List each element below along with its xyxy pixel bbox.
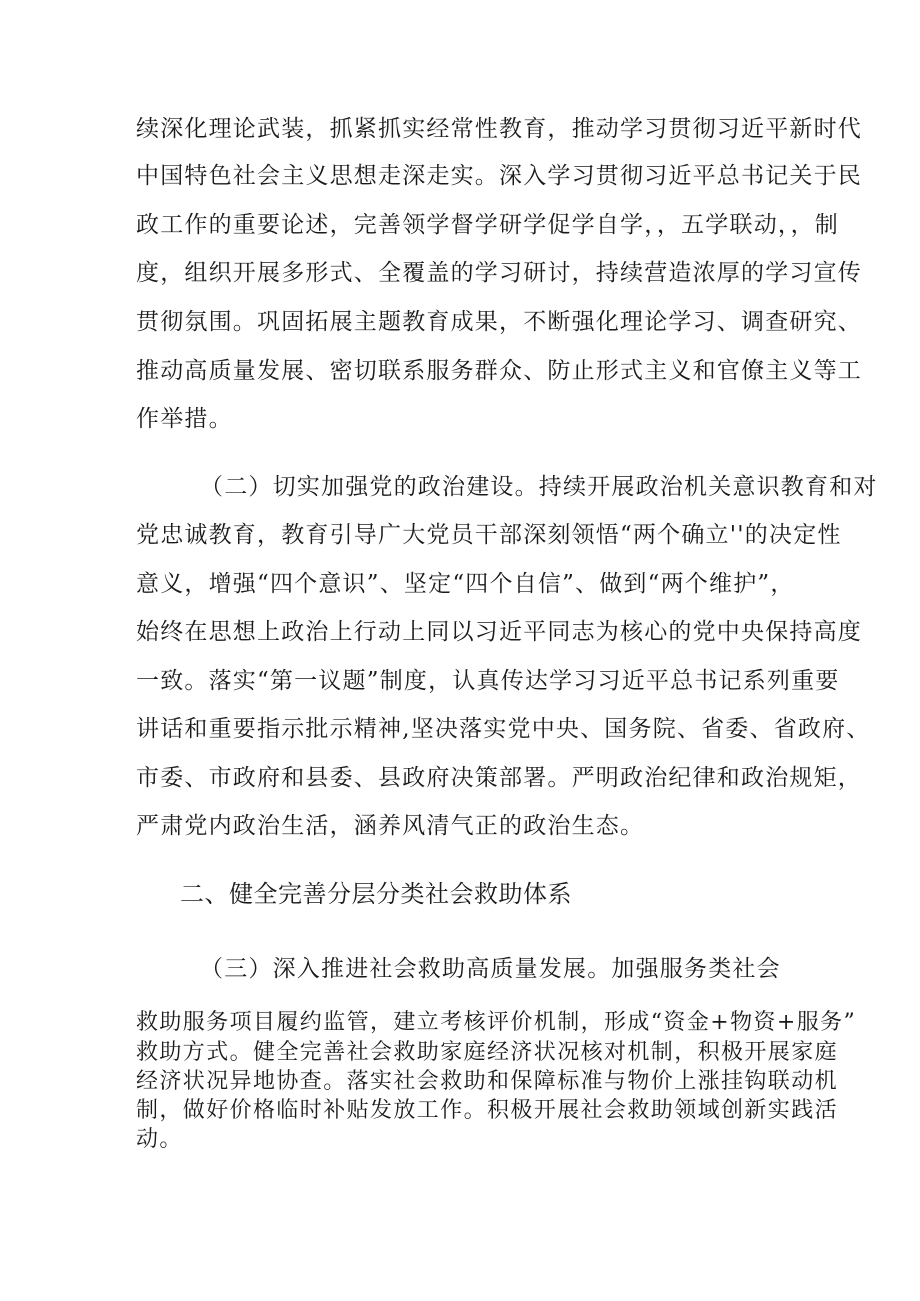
paragraph2-line-6: 讲话和重要指示批示精神,坚决落实党中央、国务院、省委、省政府、	[136, 716, 871, 742]
paragraph2-line-1: （二）切实加强党的政治建设。持续开展政治机关意识教育和对	[200, 474, 878, 500]
paragraph1-line-5: 贯彻氛围。巩固拓展主题教育成果，不断强化理论学习、调查研究、	[136, 309, 862, 335]
paragraph3-line-1: （三）深入推进社会救助高质量发展。加强服务类社会	[200, 956, 781, 982]
section-heading: 二、健全完善分层分类社会救助体系	[180, 880, 572, 908]
paragraph3-line-2: 救助服务项目履约监管，建立考核评价机制，形成“资金+物资+服务”	[136, 1010, 857, 1035]
paragraph2-line-2: 党忠诚教育，教育引导广大党员干部深刻领悟“两个确立''的决定性	[136, 522, 842, 548]
paragraph3-line-3: 救助方式。健全完善社会救助家庭经济状况核对机制，积极开展家庭	[136, 1040, 839, 1065]
paragraph3-line-5: 制，做好价格临时补贴发放工作。积极开展社会救助领域创新实践活	[136, 1098, 839, 1123]
paragraph1-line-1: 续深化理论武装，抓紧抓实经常性教育，推动学习贯彻习近平新时代	[136, 116, 862, 142]
paragraph1-line-6: 推动高质量发展、密切联系服务群众、防止形式主义和官僚主义等工	[136, 358, 862, 384]
paragraph2-line-8: 严肃党内政治生活，涵养风清气正的政治生态。	[136, 813, 645, 839]
paragraph2-line-7: 市委、市政府和县委、县政府决策部署。严明政治纪律和政治规矩，	[136, 765, 862, 791]
paragraph2-line-4: 始终在思想上政治上行动上同以习近平同志为核心的党中央保持高度	[136, 619, 862, 645]
paragraph1-line-4: 度，组织开展多形式、全覆盖的学习研讨，持续营造浓厚的学习宣传	[136, 260, 862, 286]
paragraph1-line-2: 中国特色社会主义思想走深走实。深入学习贯彻习近平总书记关于民	[136, 163, 862, 189]
paragraph2-line-3: 意义，增强“四个意识”、坚定“四个自信”、做到“两个维护”，	[136, 571, 795, 597]
paragraph3-line-6: 动。	[136, 1127, 183, 1152]
paragraph1-line-3: 政工作的重要论述，完善领学督学研学促学自学，，五学联动，，制	[136, 212, 839, 238]
paragraph1-line-7: 作举措。	[136, 406, 233, 432]
paragraph2-line-5: 一致。落实“第一议题”制度，认真传达学习习近平总书记系列重要	[136, 668, 840, 694]
paragraph3-line-4: 经济状况异地协查。落实社会救助和保障标准与物价上涨挂钩联动机	[136, 1069, 839, 1094]
